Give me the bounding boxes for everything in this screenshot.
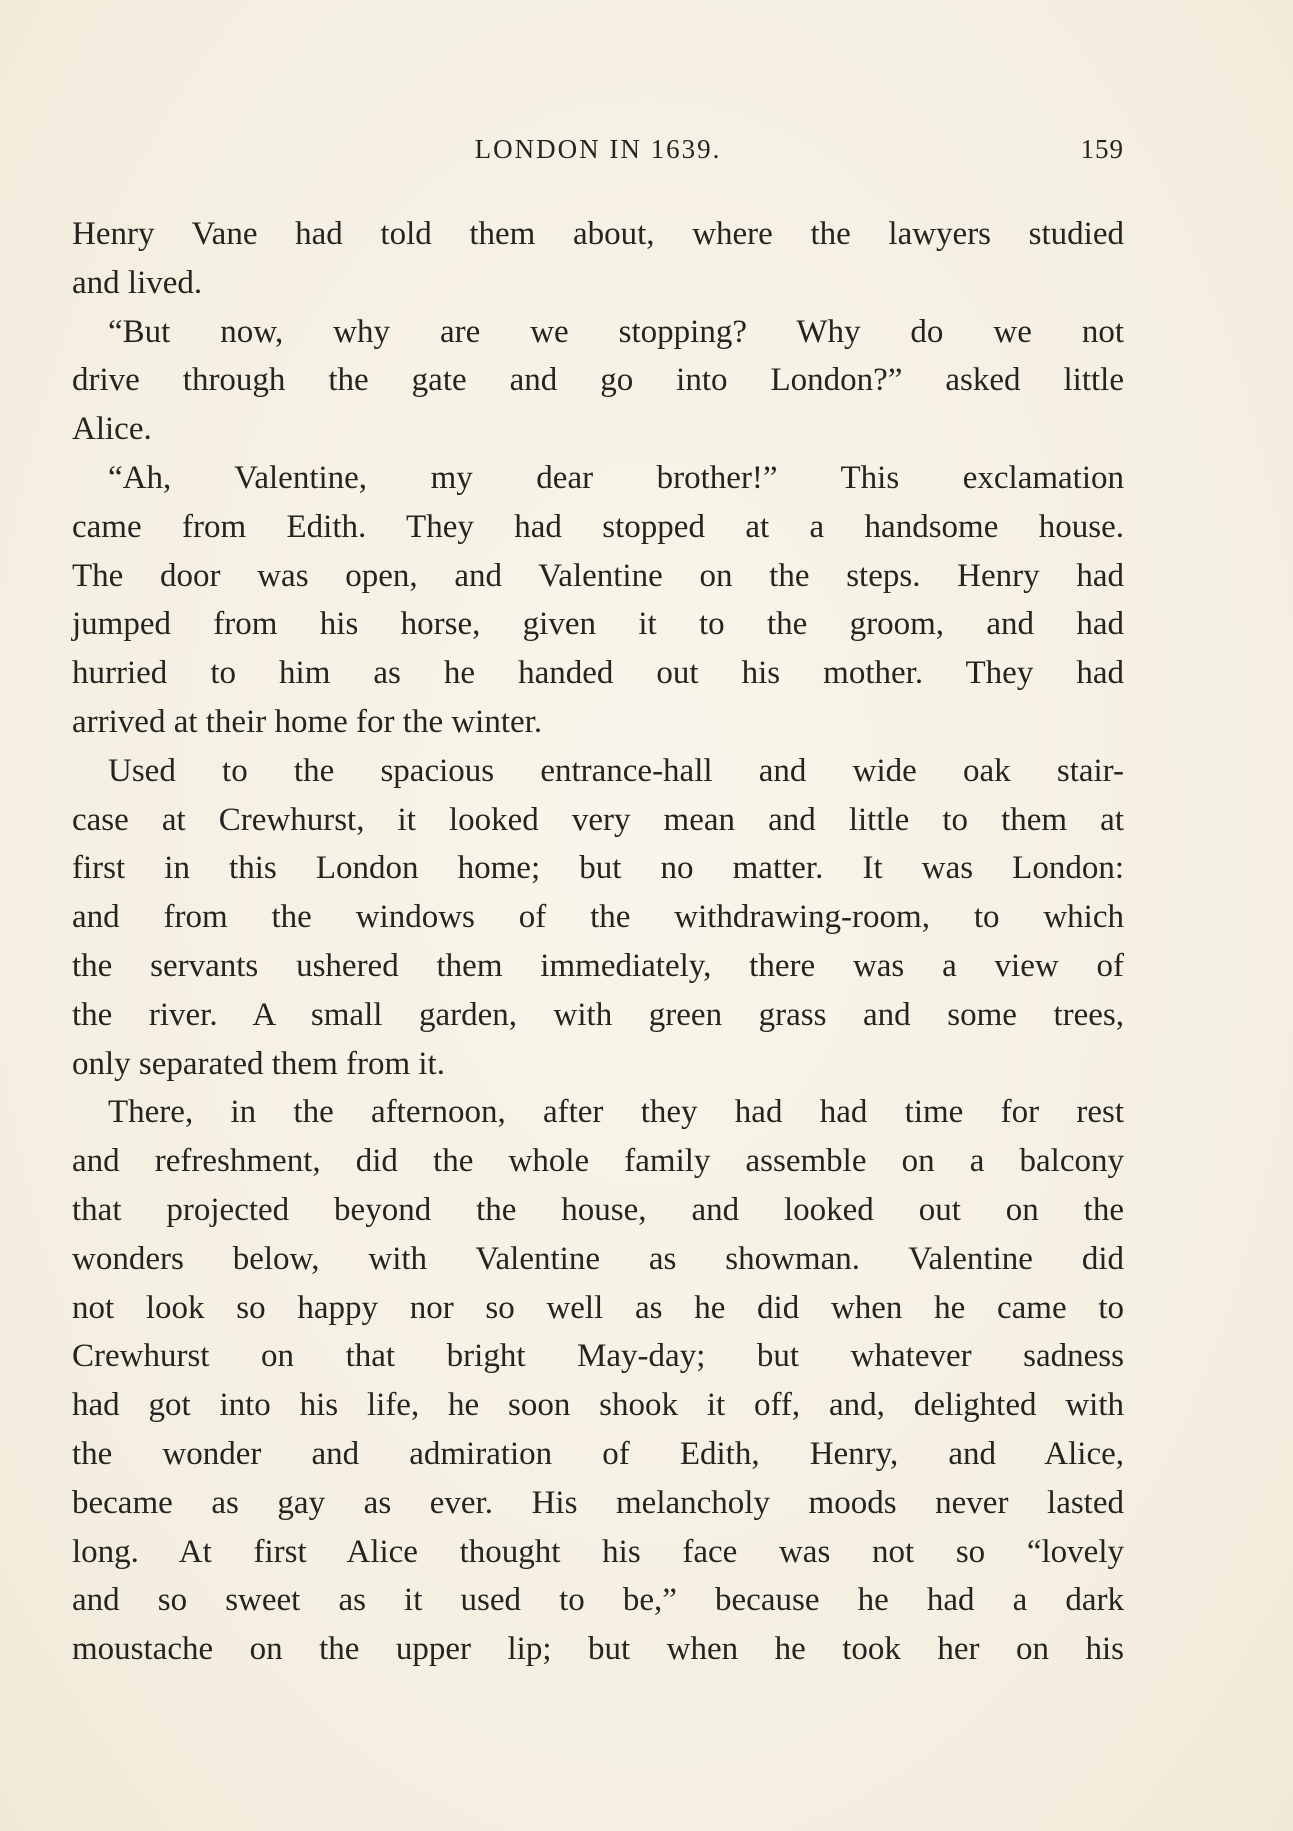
page-number: 159 [1080,134,1124,164]
text-line: Used to the spacious entrance-hall and wide oak stair- [108,752,1124,789]
text-line: hurried to him as he handed out his mother. They had [72,655,1124,692]
running-head [72,134,1124,170]
text-line: came from Edith. They had stopped at a handsome house. [72,508,1124,545]
text-line: arrived at their home for the winter. [72,703,543,740]
text-line: There, in the afternoon, after they had had time for rest [108,1094,1124,1131]
text-line: jumped from his horse, given it to the groom, and had [72,606,1124,643]
text-line: the servants ushered them immediately, there was a view of [72,947,1124,984]
text-line: case at Crewhurst, it looked very mean and little to them at [72,801,1124,838]
text-line: The door was open, and Valentine on the steps. Henry had [72,557,1124,594]
text-line: and from the windows of the withdrawing-room, to which [72,899,1124,936]
text-line: not look so happy nor so well as he did when he came to [72,1289,1124,1326]
running-title: LONDON IN 1639. [474,134,722,164]
text-line: and so sweet as it used to be,” because he had a dark [72,1582,1124,1619]
text-line: drive through the gate and go into London?” asked little [72,362,1124,399]
text-line: the river. A small garden, with green grass and some trees, [72,996,1124,1033]
text-line: had got into his life, he soon shook it off, and, delighted with [72,1387,1124,1424]
text-line: became as gay as ever. His melancholy moods never lasted [72,1484,1124,1521]
text-line: “Ah, Valentine, my dear brother!” This exclamation [108,459,1124,496]
text-line: only separated them from it. [72,1045,445,1082]
text-line: “But now, why are we stopping? Why do we not [108,313,1124,350]
text-line: Henry Vane had told them about, where the lawyers studied [72,216,1124,252]
text-line: long. At first Alice thought his face was not so “lovely [72,1533,1124,1570]
text-line: first in this London home; but no matter. It was London: [72,850,1124,887]
text-line: that projected beyond the house, and looked out on the [72,1191,1124,1228]
text-line: Alice. [72,411,152,448]
text-line: moustache on the upper lip; but when he took her on his [72,1631,1124,1668]
body-text [72,210,1124,1674]
text-line: wonders below, with Valentine as showman. Valentine did [72,1240,1124,1277]
text-line: Crewhurst on that bright May-day; but whatever sadness [72,1338,1124,1375]
text-line: and lived. [72,264,203,301]
text-line: the wonder and admiration of Edith, Henry, and Alice, [72,1435,1124,1472]
text-line: and refreshment, did the whole family assemble on a balcony [72,1143,1124,1180]
